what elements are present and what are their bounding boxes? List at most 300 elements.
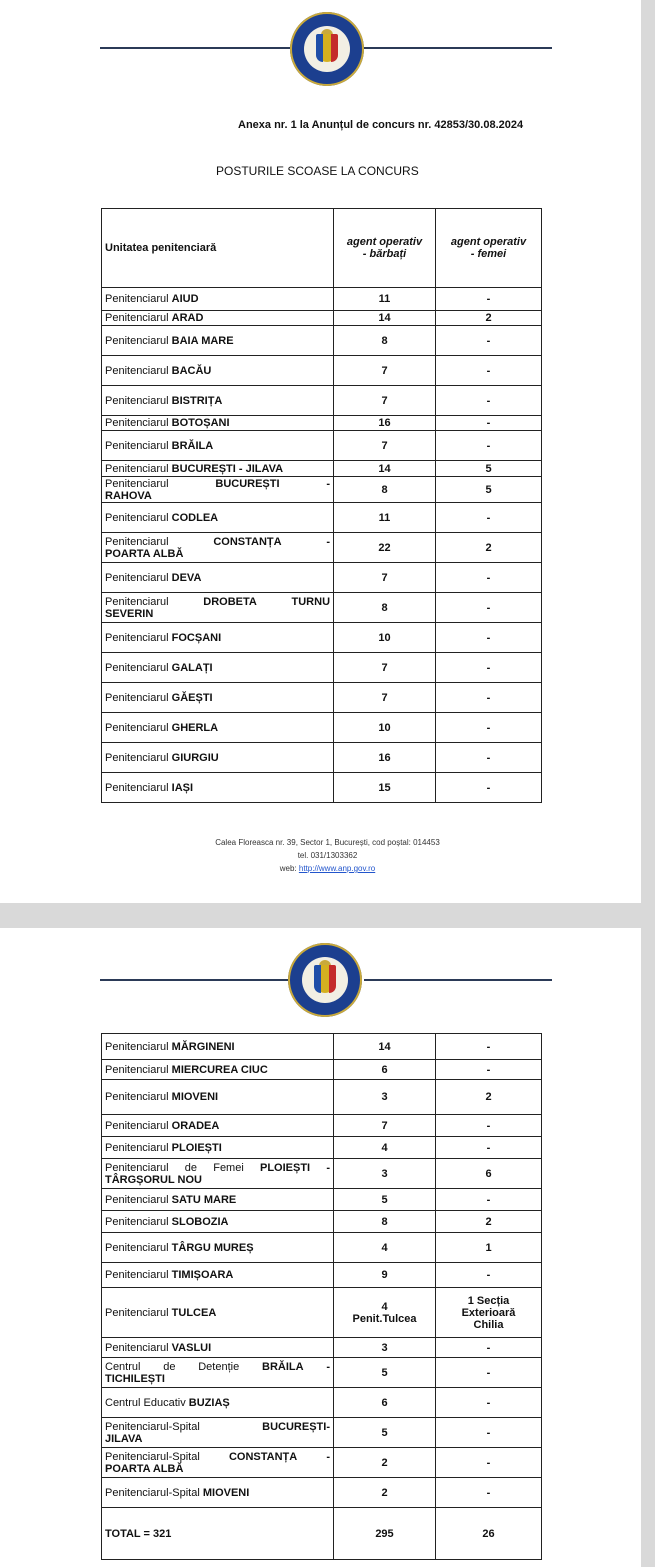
men-positions-cell bbox=[334, 1388, 436, 1418]
unit-name: MĂRGINENI bbox=[171, 1040, 235, 1053]
women-positions-cell bbox=[436, 503, 542, 533]
unit-cell bbox=[102, 1358, 334, 1388]
unit-name: MIOVENI bbox=[171, 1091, 219, 1103]
women-positions-cell bbox=[436, 1478, 542, 1508]
table-header-row bbox=[102, 209, 542, 288]
unit-cell bbox=[102, 431, 334, 461]
women-count: - bbox=[486, 417, 491, 429]
men-count: 7 bbox=[381, 691, 388, 704]
men-count: 16 bbox=[378, 417, 391, 429]
men-count: 7 bbox=[381, 439, 388, 452]
table-row bbox=[102, 1288, 542, 1338]
women-positions-cell bbox=[436, 386, 542, 416]
men-positions-cell bbox=[334, 1358, 436, 1388]
women-positions-cell bbox=[436, 713, 542, 743]
table-row bbox=[102, 311, 542, 326]
unit-cell bbox=[102, 503, 334, 533]
unit-name: BRĂILA bbox=[171, 439, 214, 452]
unit-prefix: Centrul de Detenție bbox=[105, 1360, 240, 1373]
table-row bbox=[102, 1233, 542, 1263]
women-positions-cell bbox=[436, 1288, 542, 1338]
ministry-emblem-icon bbox=[288, 943, 362, 1017]
unit-cell bbox=[102, 1189, 334, 1211]
men-positions-cell bbox=[334, 1448, 436, 1478]
table-row bbox=[102, 683, 542, 713]
unit-cell bbox=[102, 461, 334, 477]
unit-cell bbox=[102, 1448, 334, 1478]
unit-prefix: Penitenciarul bbox=[105, 364, 169, 377]
header-women-line-1: agent operativ bbox=[450, 236, 527, 248]
unit-name: TULCEA bbox=[171, 1306, 217, 1319]
unit-prefix: Penitenciarul de Femei bbox=[105, 1161, 244, 1174]
women-positions-cell bbox=[436, 593, 542, 623]
unit-cell bbox=[102, 1233, 334, 1263]
unit-name: MIOVENI bbox=[202, 1486, 250, 1499]
table-row bbox=[102, 288, 542, 311]
header-women-line-2: - femei bbox=[470, 248, 507, 260]
table-row bbox=[102, 1478, 542, 1508]
women-count: 1 Secția bbox=[467, 1294, 510, 1307]
document-page-2 bbox=[0, 928, 641, 1567]
footer-address: Calea Floreasca nr. 39, Sector 1, București, cod poștal: 014453 bbox=[215, 838, 440, 847]
table-row bbox=[102, 1115, 542, 1137]
women-count: - bbox=[486, 661, 491, 674]
women-count: - bbox=[486, 1366, 491, 1379]
women-count: - bbox=[486, 364, 491, 377]
women-count: - bbox=[486, 1456, 491, 1469]
men-positions-cell bbox=[334, 503, 436, 533]
unit-name: GALAȚI bbox=[171, 661, 213, 674]
unit-prefix: Penitenciarul bbox=[105, 1141, 169, 1154]
table-row bbox=[102, 1034, 542, 1060]
unit-cell bbox=[102, 1338, 334, 1358]
table-row bbox=[102, 713, 542, 743]
unit-prefix: Penitenciarul bbox=[105, 511, 169, 524]
women-positions-cell bbox=[436, 563, 542, 593]
total-women: 26 bbox=[436, 1508, 542, 1560]
men-positions-cell bbox=[334, 683, 436, 713]
unit-prefix: Penitenciarul bbox=[105, 417, 169, 429]
men-positions-cell bbox=[334, 773, 436, 803]
unit-cell bbox=[102, 563, 334, 593]
women-positions-cell bbox=[436, 1233, 542, 1263]
table-row bbox=[102, 563, 542, 593]
women-positions-cell bbox=[436, 311, 542, 326]
ministry-emblem-icon bbox=[290, 12, 364, 86]
women-positions-cell bbox=[436, 1115, 542, 1137]
unit-prefix: Penitenciarul bbox=[105, 312, 169, 324]
men-count: 7 bbox=[381, 1119, 388, 1132]
men-count: 11 bbox=[378, 293, 391, 305]
unit-name-line-2: POARTA ALBĂ bbox=[105, 547, 184, 560]
unit-name: PLOIEȘTI bbox=[171, 1141, 222, 1154]
women-count: - bbox=[486, 1063, 491, 1076]
unit-name: GĂEȘTI bbox=[171, 691, 213, 704]
men-positions-cell bbox=[334, 1418, 436, 1448]
unit-name: ORADEA bbox=[171, 1119, 220, 1132]
unit-cell bbox=[102, 416, 334, 431]
men-positions-cell bbox=[334, 386, 436, 416]
header-rule-left bbox=[100, 47, 290, 49]
unit-name: SATU MARE bbox=[171, 1193, 237, 1206]
unit-cell bbox=[102, 683, 334, 713]
women-count: 1 bbox=[485, 1241, 492, 1254]
table-row bbox=[102, 623, 542, 653]
women-positions-cell bbox=[436, 773, 542, 803]
men-count: 22 bbox=[378, 541, 391, 554]
men-count: 7 bbox=[381, 571, 388, 584]
unit-cell bbox=[102, 356, 334, 386]
unit-name-part-a: BRĂILA bbox=[262, 1360, 304, 1373]
women-positions-cell bbox=[436, 461, 542, 477]
table-row bbox=[102, 461, 542, 477]
men-positions-cell bbox=[334, 743, 436, 773]
men-count: 5 bbox=[381, 1366, 388, 1379]
unit-name-line-1 bbox=[105, 536, 330, 548]
unit-name-line-1 bbox=[105, 1421, 330, 1433]
unit-name: BISTRIȚA bbox=[171, 394, 223, 407]
unit-name-line-1 bbox=[105, 478, 330, 490]
table-row bbox=[102, 653, 542, 683]
unit-cell bbox=[102, 1159, 334, 1189]
men-count: 5 bbox=[381, 1426, 388, 1439]
unit-prefix: Penitenciarul bbox=[105, 1215, 169, 1228]
unit-name-line-1 bbox=[105, 1361, 330, 1373]
women-positions-cell bbox=[436, 1448, 542, 1478]
unit-cell bbox=[102, 1478, 334, 1508]
men-positions-cell bbox=[334, 1137, 436, 1159]
women-count: 2 bbox=[485, 1215, 492, 1228]
unit-name-part-a: BUCUREȘTI bbox=[215, 477, 280, 490]
unit-prefix: Penitenciarul bbox=[105, 661, 169, 674]
unit-name-part-b: - bbox=[326, 1360, 331, 1373]
unit-cell bbox=[102, 1137, 334, 1159]
men-count: 7 bbox=[381, 364, 388, 377]
table-row bbox=[102, 431, 542, 461]
men-positions-cell bbox=[334, 356, 436, 386]
women-positions-cell bbox=[436, 533, 542, 563]
unit-prefix: Penitenciarul-Spital bbox=[105, 1486, 200, 1499]
men-positions-cell bbox=[334, 1478, 436, 1508]
unit-prefix: Penitenciarul bbox=[105, 1193, 169, 1206]
women-positions-cell bbox=[436, 1060, 542, 1080]
unit-name-part-a: CONSTANȚA bbox=[228, 1450, 298, 1463]
women-positions-cell bbox=[436, 477, 542, 503]
men-count: 4 bbox=[381, 1141, 388, 1154]
unit-cell bbox=[102, 1418, 334, 1448]
men-positions-cell bbox=[334, 1233, 436, 1263]
women-positions-cell bbox=[436, 1388, 542, 1418]
men-positions-cell bbox=[334, 1159, 436, 1189]
men-count: 4 bbox=[381, 1300, 388, 1313]
women-note-2: Chilia bbox=[473, 1318, 504, 1331]
unit-cell bbox=[102, 1115, 334, 1137]
unit-name: GHERLA bbox=[171, 721, 219, 734]
unit-name-part-b: - bbox=[326, 535, 330, 548]
unit-name: TÂRGU MUREȘ bbox=[171, 1241, 254, 1254]
table-row bbox=[102, 356, 542, 386]
men-count: 15 bbox=[378, 781, 391, 794]
unit-prefix: Penitenciarul bbox=[105, 1306, 169, 1319]
unit-name-part-a: BUCUREȘTI- bbox=[262, 1420, 330, 1433]
unit-cell bbox=[102, 326, 334, 356]
unit-name: CODLEA bbox=[171, 511, 219, 524]
unit-prefix: Penitenciarul bbox=[105, 334, 169, 347]
women-positions-cell bbox=[436, 1034, 542, 1060]
unit-cell bbox=[102, 1388, 334, 1418]
men-positions-cell bbox=[334, 1189, 436, 1211]
unit-name: BOTOȘANI bbox=[171, 417, 230, 429]
table-row bbox=[102, 1159, 542, 1189]
men-count: 6 bbox=[381, 1063, 388, 1076]
table-row bbox=[102, 1189, 542, 1211]
men-positions-cell bbox=[334, 477, 436, 503]
unit-cell bbox=[102, 477, 334, 503]
men-count: 11 bbox=[378, 511, 391, 524]
unit-name: BACĂU bbox=[171, 364, 212, 377]
total-men: 295 bbox=[334, 1508, 436, 1560]
unit-name-line-2: JILAVA bbox=[105, 1432, 143, 1445]
unit-prefix: Penitenciarul-Spital bbox=[105, 1450, 200, 1463]
unit-name: BUCUREȘTI - JILAVA bbox=[171, 462, 284, 475]
header-men-line-1: agent operativ bbox=[346, 236, 423, 248]
unit-name-line-1 bbox=[105, 1451, 330, 1463]
women-count: 6 bbox=[485, 1167, 492, 1180]
men-count: 9 bbox=[381, 1269, 388, 1281]
women-count: 2 bbox=[485, 541, 492, 554]
unit-name-line-2: TÂRGȘORUL NOU bbox=[105, 1173, 202, 1186]
men-note: Penit.Tulcea bbox=[352, 1312, 417, 1325]
men-positions-cell bbox=[334, 713, 436, 743]
women-count: - bbox=[486, 751, 491, 764]
men-positions-cell bbox=[334, 623, 436, 653]
men-positions-cell bbox=[334, 1288, 436, 1338]
women-count: - bbox=[486, 394, 491, 407]
women-positions-cell bbox=[436, 1189, 542, 1211]
men-count: 8 bbox=[381, 483, 388, 496]
women-count: - bbox=[486, 1141, 491, 1154]
header-men-line-2: - bărbați bbox=[362, 248, 407, 260]
women-count: - bbox=[486, 1040, 491, 1053]
men-positions-cell bbox=[334, 533, 436, 563]
unit-prefix: Penitenciarul bbox=[105, 293, 169, 305]
header-unit: Unitatea penitenciară bbox=[102, 209, 334, 288]
footer-phone: tel. 031/1303362 bbox=[297, 851, 358, 860]
women-positions-cell bbox=[436, 1358, 542, 1388]
unit-name: FOCȘANI bbox=[171, 631, 222, 644]
women-positions-cell bbox=[436, 1338, 542, 1358]
women-positions-cell bbox=[436, 288, 542, 311]
women-positions-cell bbox=[436, 356, 542, 386]
table-row bbox=[102, 1060, 542, 1080]
women-count: - bbox=[486, 439, 491, 452]
men-count: 6 bbox=[381, 1396, 388, 1409]
unit-prefix: Penitenciarul bbox=[105, 595, 169, 608]
women-count: - bbox=[486, 691, 491, 704]
men-count: 2 bbox=[381, 1486, 388, 1499]
table-row bbox=[102, 593, 542, 623]
unit-prefix: Penitenciarul bbox=[105, 477, 169, 490]
total-row bbox=[102, 1508, 542, 1560]
men-positions-cell bbox=[334, 1338, 436, 1358]
women-count: - bbox=[486, 293, 491, 305]
unit-prefix: Penitenciarul bbox=[105, 571, 169, 584]
women-count: - bbox=[486, 1269, 491, 1281]
women-count: - bbox=[486, 721, 491, 734]
positions-table-part-1 bbox=[101, 208, 542, 803]
unit-name-line-2: RAHOVA bbox=[105, 489, 152, 502]
men-count: 8 bbox=[381, 601, 388, 614]
unit-name: TIMIȘOARA bbox=[171, 1269, 234, 1281]
unit-prefix: Centrul Educativ bbox=[105, 1396, 186, 1409]
unit-cell bbox=[102, 713, 334, 743]
women-count: 5 bbox=[485, 462, 492, 475]
table-row bbox=[102, 326, 542, 356]
unit-name: ARAD bbox=[171, 312, 204, 324]
men-positions-cell bbox=[334, 563, 436, 593]
unit-cell bbox=[102, 311, 334, 326]
unit-name: DEVA bbox=[171, 571, 202, 584]
men-count: 5 bbox=[381, 1193, 388, 1206]
women-positions-cell bbox=[436, 1263, 542, 1288]
table-row bbox=[102, 533, 542, 563]
unit-prefix: Penitenciarul bbox=[105, 1091, 169, 1103]
table-row bbox=[102, 773, 542, 803]
unit-name-part-a: CONSTANȚA bbox=[213, 535, 282, 548]
unit-name-line-1 bbox=[105, 1162, 330, 1174]
women-positions-cell bbox=[436, 683, 542, 713]
unit-name-part-b: - bbox=[326, 1161, 330, 1174]
unit-prefix: Penitenciarul bbox=[105, 631, 169, 644]
unit-prefix: Penitenciarul bbox=[105, 1241, 169, 1254]
unit-prefix: Penitenciarul bbox=[105, 394, 169, 407]
unit-prefix: Penitenciarul bbox=[105, 535, 169, 548]
women-count: - bbox=[486, 631, 491, 644]
unit-name-line-2: POARTA ALBĂ bbox=[105, 1462, 184, 1475]
men-count: 10 bbox=[378, 631, 391, 644]
annex-reference: Anexa nr. 1 la Anunțul de concurs nr. 42853/30.08.2024 bbox=[238, 119, 524, 131]
table-row bbox=[102, 1080, 542, 1115]
unit-cell bbox=[102, 533, 334, 563]
unit-name: IAȘI bbox=[171, 781, 194, 794]
unit-name: GIURGIU bbox=[171, 751, 219, 764]
men-positions-cell bbox=[334, 1115, 436, 1137]
table-row bbox=[102, 416, 542, 431]
women-positions-cell bbox=[436, 1211, 542, 1233]
women-positions-cell bbox=[436, 326, 542, 356]
women-count: 2 bbox=[485, 1091, 492, 1103]
positions-table-part-2 bbox=[101, 1033, 542, 1560]
women-count: 2 bbox=[485, 312, 492, 324]
women-count: - bbox=[486, 511, 491, 524]
footer-web-link[interactable]: http://www.anp.gov.ro bbox=[298, 864, 376, 873]
men-count: 2 bbox=[381, 1456, 388, 1469]
women-count: - bbox=[486, 1396, 491, 1409]
unit-name-part-a: DROBETA bbox=[203, 595, 257, 608]
unit-prefix: Penitenciarul bbox=[105, 1063, 169, 1076]
men-count: 8 bbox=[381, 1215, 388, 1228]
unit-cell bbox=[102, 288, 334, 311]
women-count: - bbox=[486, 1119, 491, 1132]
men-count: 4 bbox=[381, 1241, 388, 1254]
unit-prefix: Penitenciarul bbox=[105, 462, 169, 475]
table-row bbox=[102, 503, 542, 533]
header-men bbox=[334, 209, 436, 288]
unit-prefix: Penitenciarul bbox=[105, 1119, 169, 1132]
men-positions-cell bbox=[334, 653, 436, 683]
unit-name: SLOBOZIA bbox=[171, 1215, 229, 1228]
unit-cell bbox=[102, 653, 334, 683]
men-count: 10 bbox=[378, 721, 391, 734]
unit-cell bbox=[102, 1263, 334, 1288]
header-rule-right bbox=[364, 979, 552, 981]
unit-cell bbox=[102, 593, 334, 623]
women-count: - bbox=[486, 1341, 491, 1354]
men-positions-cell bbox=[334, 1211, 436, 1233]
women-note: Exterioară bbox=[461, 1306, 516, 1319]
unit-prefix: Penitenciarul bbox=[105, 751, 169, 764]
table-row bbox=[102, 1418, 542, 1448]
men-positions-cell bbox=[334, 431, 436, 461]
women-positions-cell bbox=[436, 431, 542, 461]
unit-name-part-b: TURNU bbox=[291, 595, 331, 608]
unit-prefix: Penitenciarul bbox=[105, 1341, 169, 1354]
men-count: 3 bbox=[381, 1341, 388, 1354]
unit-name-part-b: - bbox=[326, 477, 330, 490]
table-row bbox=[102, 1448, 542, 1478]
page-footer bbox=[0, 836, 655, 875]
header-rule-left bbox=[100, 979, 288, 981]
unit-name: BAIA MARE bbox=[171, 334, 234, 347]
table-row bbox=[102, 1263, 542, 1288]
unit-cell bbox=[102, 1080, 334, 1115]
men-positions-cell bbox=[334, 461, 436, 477]
women-count: - bbox=[486, 781, 491, 794]
women-positions-cell bbox=[436, 1159, 542, 1189]
unit-cell bbox=[102, 1211, 334, 1233]
unit-name-line-2: TICHILEȘTI bbox=[105, 1372, 165, 1385]
women-count: - bbox=[486, 334, 491, 347]
header-women bbox=[436, 209, 542, 288]
women-positions-cell bbox=[436, 1137, 542, 1159]
unit-cell bbox=[102, 623, 334, 653]
unit-prefix: Penitenciarul bbox=[105, 439, 169, 452]
table-row bbox=[102, 477, 542, 503]
men-positions-cell bbox=[334, 326, 436, 356]
footer-web-label: web: bbox=[279, 864, 297, 873]
women-count: 5 bbox=[485, 483, 492, 496]
unit-name-part-a: PLOIEȘTI bbox=[260, 1161, 311, 1174]
table-row bbox=[102, 743, 542, 773]
unit-name: MIERCUREA CIUC bbox=[171, 1063, 268, 1076]
women-count: - bbox=[486, 601, 491, 614]
men-count: 3 bbox=[381, 1091, 388, 1103]
unit-prefix: Penitenciarul-Spital bbox=[105, 1420, 200, 1433]
men-count: 14 bbox=[378, 1040, 391, 1053]
men-positions-cell bbox=[334, 288, 436, 311]
table-row bbox=[102, 1338, 542, 1358]
men-count: 14 bbox=[378, 312, 391, 324]
table-row bbox=[102, 1388, 542, 1418]
men-positions-cell bbox=[334, 593, 436, 623]
women-positions-cell bbox=[436, 1418, 542, 1448]
total-label: TOTAL = 321 bbox=[102, 1508, 334, 1560]
unit-name: VASLUI bbox=[171, 1341, 212, 1354]
women-positions-cell bbox=[436, 1080, 542, 1115]
unit-cell bbox=[102, 386, 334, 416]
unit-prefix: Penitenciarul bbox=[105, 1040, 169, 1053]
table-row bbox=[102, 1211, 542, 1233]
